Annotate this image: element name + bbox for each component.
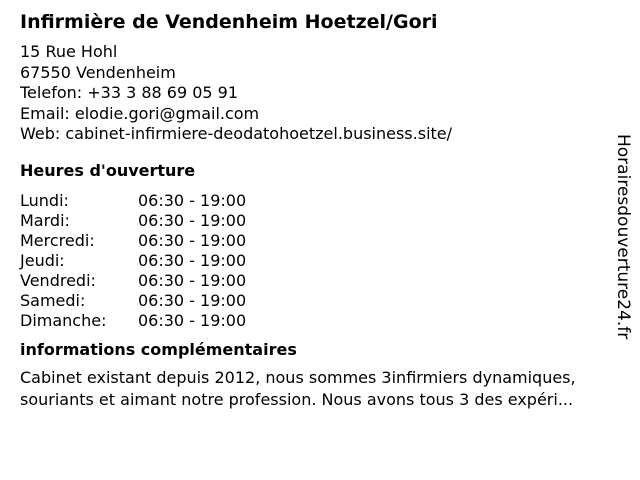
time-range: 06:30 - 19:00	[138, 250, 247, 270]
day-label: Dimanche:	[20, 310, 107, 330]
hours-table	[20, 191, 620, 331]
day-label: Lundi:	[20, 190, 69, 210]
business-listing	[20, 8, 620, 411]
city-postcode: 67550 Vendenheim	[20, 62, 176, 82]
time-range: 06:30 - 19:00	[138, 230, 247, 250]
hours-row-monday	[20, 191, 620, 211]
info-line: Cabinet existant depuis 2012, nous sommes 3infirmiers dynamiques,	[20, 367, 576, 387]
street-address: 15 Rue Hohl	[20, 42, 118, 61]
hours-row-friday	[20, 271, 620, 291]
hours-heading: Heures d'ouverture	[20, 160, 196, 180]
day-label: Mercredi:	[20, 230, 95, 250]
time-range: 06:30 - 19:00	[138, 190, 247, 210]
time-range: 06:30 - 19:00	[138, 210, 247, 230]
hours-row-tuesday	[20, 211, 620, 231]
hours-row-saturday	[20, 291, 620, 311]
hours-row-wednesday	[20, 231, 620, 251]
contact-block	[20, 42, 620, 145]
hours-row-thursday	[20, 251, 620, 271]
time-range: 06:30 - 19:00	[138, 310, 247, 330]
time-range: 06:30 - 19:00	[138, 270, 247, 290]
time-range: 06:30 - 19:00	[138, 290, 247, 310]
site-watermark: Horairesdouverture24.fr	[613, 134, 633, 340]
page-title: Infirmière de Vendenheim Hoetzel/Gori	[20, 11, 438, 33]
day-label: Jeudi:	[20, 250, 65, 270]
phone-number[interactable]: Telefon: +33 3 88 69 05 91	[20, 83, 239, 102]
website-link[interactable]: Web: cabinet-infirmiere-deodatohoetzel.business.site/	[20, 124, 453, 143]
day-label: Vendredi:	[20, 270, 96, 290]
day-label: Samedi:	[20, 290, 86, 310]
info-line: souriants et aimant notre profession. Nous avons tous 3 des expéri...	[20, 389, 574, 409]
day-label: Mardi:	[20, 210, 70, 230]
info-heading: informations complémentaires	[20, 339, 297, 359]
info-description	[20, 367, 630, 411]
email-address[interactable]: Email: elodie.gori@gmail.com	[20, 103, 260, 123]
hours-row-sunday	[20, 311, 620, 331]
